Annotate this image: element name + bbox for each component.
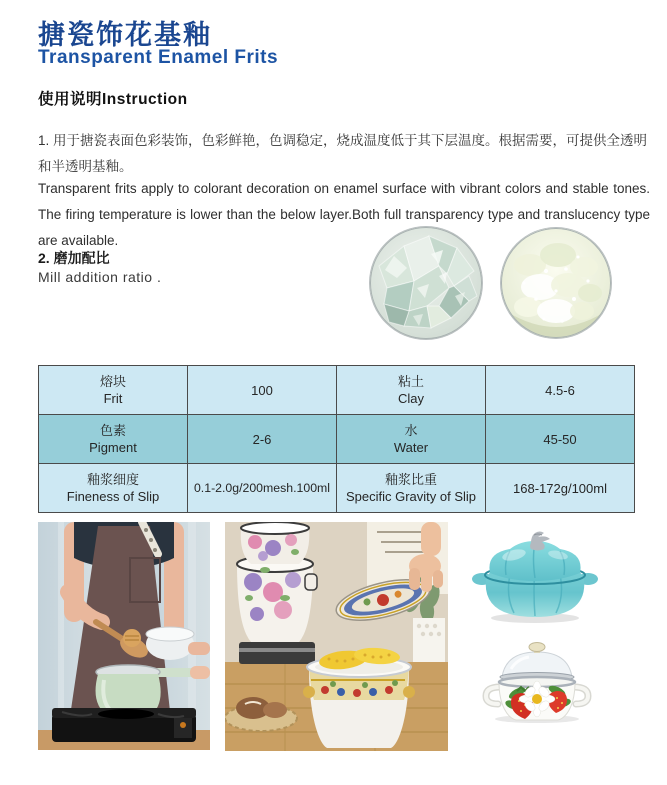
mill-ratio-table [38, 365, 635, 513]
cell-label-zh: 色素 [99, 423, 126, 438]
cell-label-zh: 熔块 [99, 374, 126, 389]
page-title-english: Transparent Enamel Frits [38, 47, 279, 68]
cell-label-en: Water [393, 440, 429, 455]
cell-label-en: Clay [397, 391, 424, 406]
table-cell-pigment-label [39, 415, 188, 464]
frit-powder-photo [500, 227, 612, 339]
table-cell-gravity-label [337, 464, 486, 513]
cell-label-zh: 水 [404, 423, 418, 438]
table-row [39, 464, 635, 513]
floral-pot-photo [225, 522, 448, 751]
cell-label-en: Specific Gravity of Slip [345, 489, 477, 504]
floral-pot-illustration [225, 522, 448, 751]
strawberry-casserole-photo [471, 641, 603, 723]
page-title-chinese: 搪瓷饰花基釉 [38, 20, 212, 50]
mill-ratio-heading-english: Mill addition ratio . [38, 269, 162, 285]
cooking-scene-illustration [38, 522, 210, 750]
table-cell-frit-value: 100 [188, 366, 337, 415]
table-cell-water-value: 45-50 [486, 415, 635, 464]
table-cell-clay-value: 4.5-6 [486, 366, 635, 415]
cooking-scene-photo [38, 522, 210, 750]
table-row [39, 415, 635, 464]
instruction-heading: 使用说明Instruction [38, 91, 188, 108]
table-cell-water-label [337, 415, 486, 464]
table-cell-fineness-value: 0.1-2.0g/200mesh.100ml [188, 464, 337, 513]
frit-lumps-photo [369, 226, 483, 340]
pumpkin-casserole-illustration [468, 527, 602, 625]
frit-powder-illustration [500, 227, 612, 339]
mill-ratio-heading-chinese: 2. 磨加配比 [38, 250, 110, 266]
cell-label-en: Fineness of Slip [66, 489, 160, 504]
pumpkin-casserole-photo [468, 527, 602, 625]
instruction-paragraph-english: Transparent frits apply to colorant decoration on enamel surface with vibrant colors and stable tones. The firing temperature is lower than the below layer.Both full transparency type and translucency type are available. [38, 181, 650, 248]
cell-label-zh: 釉浆比重 [384, 472, 437, 487]
table-cell-clay-label [337, 366, 486, 415]
strawberry-casserole-illustration [471, 641, 603, 723]
table-row [39, 366, 635, 415]
cell-label-zh: 粘土 [397, 374, 424, 389]
cell-label-zh: 釉浆细度 [86, 472, 139, 487]
frit-lumps-illustration [369, 226, 483, 340]
cell-label-en: Pigment [89, 440, 137, 455]
cell-label-en: Frit [103, 391, 123, 406]
instruction-paragraph-chinese: 1. 用于搪瓷表面色彩装饰，色彩鲜艳，色调稳定，烧成温度低于其下层温度。根据需要，可提供全透明和半透明基釉。 [38, 133, 648, 174]
table-cell-pigment-value: 2-6 [188, 415, 337, 464]
table-cell-fineness-label [39, 464, 188, 513]
table-cell-gravity-value: 168-172g/100ml [486, 464, 635, 513]
table-cell-frit-label [39, 366, 188, 415]
